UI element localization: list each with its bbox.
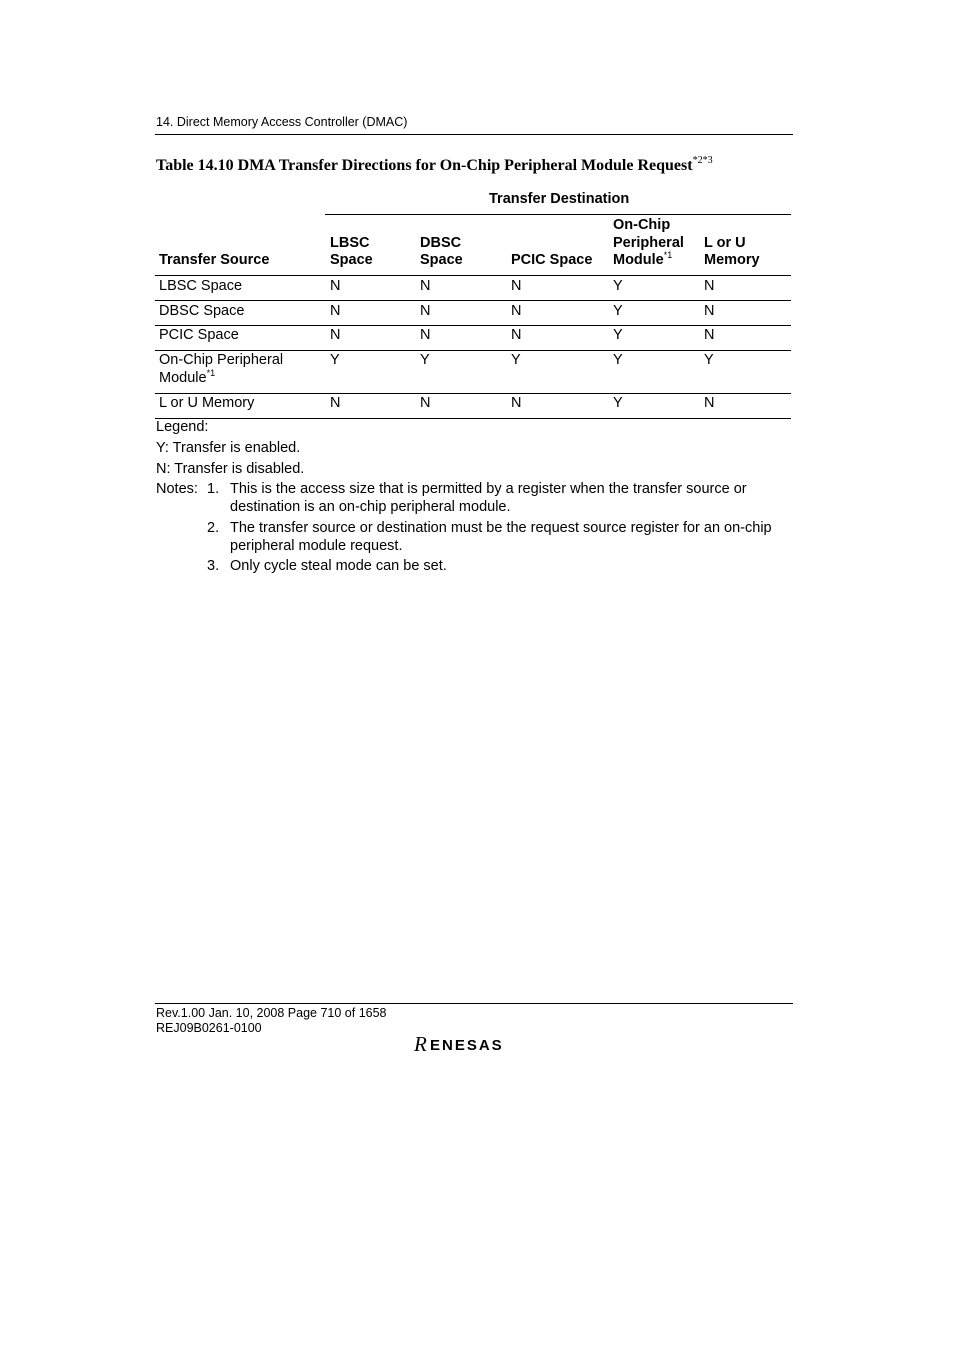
table-caption (156, 157, 713, 175)
cell-value: N (420, 278, 431, 294)
cell-value: Y (704, 352, 714, 368)
col-header-pcic: PCIC Space (511, 252, 593, 268)
note-number: 3. (207, 558, 220, 574)
row-source: L or U Memory (159, 395, 255, 411)
cell-value: N (330, 327, 341, 343)
notes-label: Notes: (156, 481, 198, 497)
cell-value: Y (613, 395, 623, 411)
renesas-logo-graphic (413, 1034, 535, 1056)
cell-value: N (511, 327, 522, 343)
cell-value: N (704, 303, 715, 319)
cell-value: N (511, 278, 522, 294)
col-header-memory: L or U Memory (704, 234, 760, 268)
note-text: This is the access size that is permitted by a register when the transfer source or (230, 481, 747, 497)
cell-value: Y (330, 352, 340, 368)
note-text: peripheral module request. (230, 538, 403, 554)
row-divider (155, 350, 791, 351)
group-header: Transfer Destination (489, 191, 630, 207)
note-number: 1. (207, 481, 220, 497)
row-source: LBSC Space (159, 278, 243, 294)
legend-n: N: Transfer is disabled. (156, 461, 305, 477)
footer-revision: Rev.1.00 Jan. 10, 2008 Page 710 of 1658 (156, 1006, 387, 1020)
renesas-logo (413, 1034, 535, 1061)
row-source: DBSC Space (159, 303, 245, 319)
cell-value: N (330, 278, 341, 294)
footer-rule (155, 1003, 793, 1004)
cell-value: N (704, 278, 715, 294)
note-text: The transfer source or destination must be the request source register for an on-chip (230, 520, 772, 536)
legend-y: Y: Transfer is enabled. (156, 440, 301, 456)
section-header: 14. Direct Memory Access Controller (DMAC) (156, 115, 408, 129)
row-source: On-Chip Peripheral Module$^{*1}$ (159, 352, 284, 386)
legend-title: Legend: (156, 419, 209, 435)
col-header-dbsc: DBSC Space (420, 234, 463, 268)
row-divider (155, 325, 791, 326)
cell-value: N (704, 327, 715, 343)
cell-value: N (511, 303, 522, 319)
cell-value: N (704, 395, 715, 411)
cell-value: Y (511, 352, 521, 368)
cell-value: N (330, 395, 341, 411)
cell-value: N (420, 327, 431, 343)
caption-text: Table 14.10 DMA Transfer Directions for On-Chip Peripheral Module Request (156, 157, 693, 174)
row-divider (155, 393, 791, 394)
cell-value: N (420, 303, 431, 319)
cell-value: Y (613, 352, 623, 368)
row-divider (155, 300, 791, 301)
note-text: destination is an on-chip peripheral module. (230, 499, 511, 515)
table-bottom-rule (155, 418, 791, 419)
group-header-rule (325, 214, 791, 215)
col-header-lbsc: LBSC Space (330, 234, 373, 268)
cell-value: N (330, 303, 341, 319)
footer-document-number: REJ09B0261-0100 (156, 1021, 262, 1035)
header-bottom-rule (155, 275, 791, 276)
cell-value: N (511, 395, 522, 411)
cell-value: Y (613, 327, 623, 343)
cell-value: Y (420, 352, 430, 368)
note-text: Only cycle steal mode can be set. (230, 558, 447, 574)
header-rule (155, 134, 793, 135)
col-header-superscript: *1 (663, 250, 673, 260)
note-number: 2. (207, 520, 220, 536)
caption-superscript: *2*3 (692, 155, 713, 166)
cell-value: Y (613, 278, 623, 294)
cell-value: Y (613, 303, 623, 319)
source-header: Transfer Source (159, 252, 270, 268)
col-header-onchip: On-Chip Peripheral Module$^{*1}$ (613, 217, 684, 268)
logo-wordmark: ENESAS (430, 1037, 504, 1054)
row-source: PCIC Space (159, 327, 239, 343)
row-source-superscript: *1 (206, 367, 216, 378)
logo-initial: R (414, 1034, 427, 1056)
cell-value: N (420, 395, 431, 411)
